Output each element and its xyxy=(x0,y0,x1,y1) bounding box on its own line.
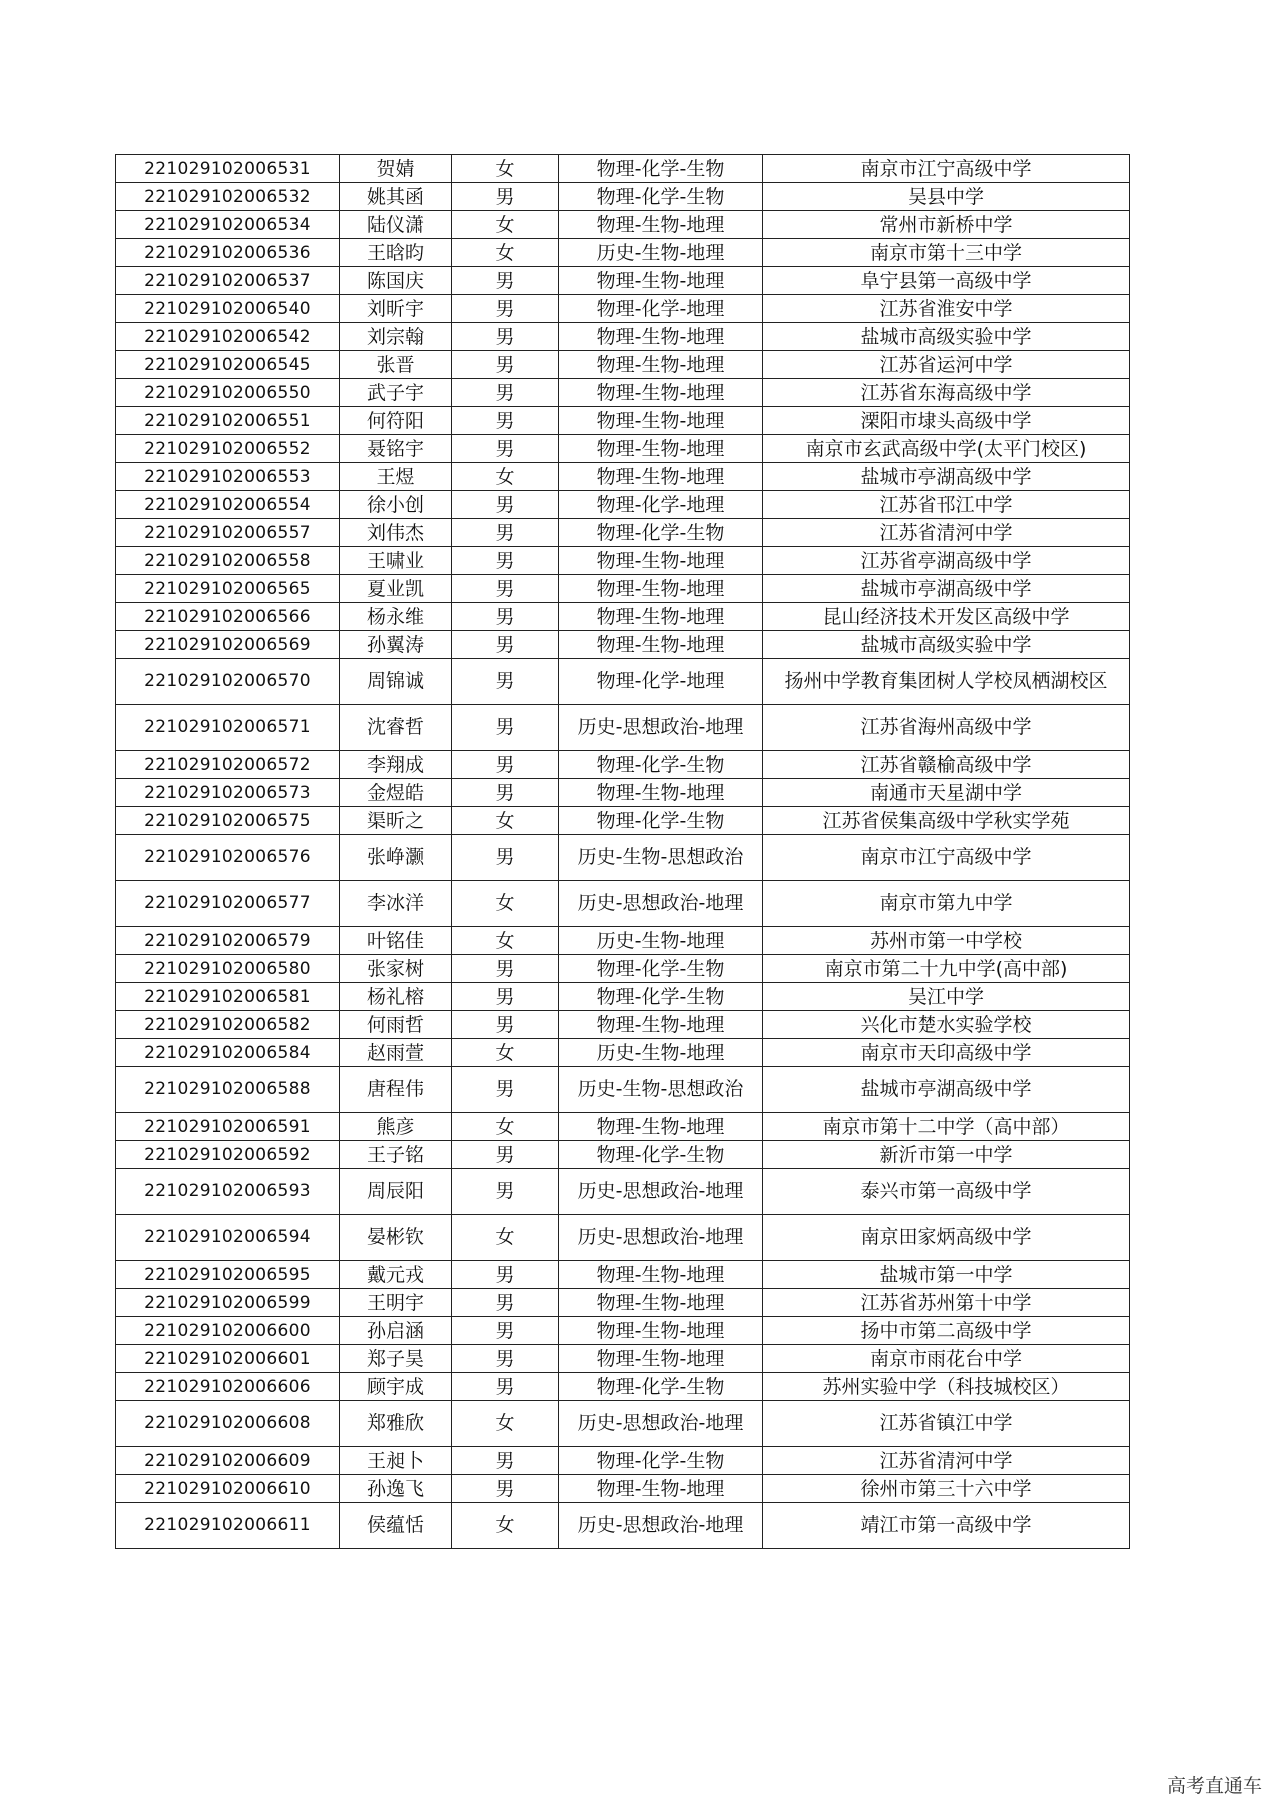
cell-subjects: 物理-生物-地理 xyxy=(559,1289,763,1317)
table-row xyxy=(116,379,1130,407)
cell-name: 晏彬钦 xyxy=(340,1215,452,1261)
cell-school: 江苏省侯集高级中学秋实学苑 xyxy=(763,807,1130,835)
cell-school: 江苏省清河中学 xyxy=(763,519,1130,547)
table-row xyxy=(116,155,1130,183)
cell-gender: 女 xyxy=(452,463,559,491)
cell-exam-id: 221029102006570 xyxy=(116,659,340,705)
cell-name: 熊彦 xyxy=(340,1113,452,1141)
table-row xyxy=(116,1447,1130,1475)
cell-name: 徐小创 xyxy=(340,491,452,519)
cell-school: 江苏省海州高级中学 xyxy=(763,705,1130,751)
cell-subjects: 物理-化学-生物 xyxy=(559,983,763,1011)
cell-subjects: 物理-生物-地理 xyxy=(559,351,763,379)
table-row xyxy=(116,659,1130,705)
cell-school: 盐城市高级实验中学 xyxy=(763,631,1130,659)
admission-roster-table xyxy=(115,154,1130,1549)
cell-school: 溧阳市埭头高级中学 xyxy=(763,407,1130,435)
cell-gender: 女 xyxy=(452,1401,559,1447)
cell-school: 南京市江宁高级中学 xyxy=(763,155,1130,183)
cell-subjects: 物理-生物-地理 xyxy=(559,631,763,659)
cell-gender: 男 xyxy=(452,1475,559,1503)
table-row xyxy=(116,407,1130,435)
cell-exam-id: 221029102006545 xyxy=(116,351,340,379)
table-row xyxy=(116,1317,1130,1345)
cell-school: 阜宁县第一高级中学 xyxy=(763,267,1130,295)
cell-exam-id: 221029102006532 xyxy=(116,183,340,211)
table-row xyxy=(116,955,1130,983)
table-row xyxy=(116,1113,1130,1141)
cell-exam-id: 221029102006591 xyxy=(116,1113,340,1141)
cell-name: 姚其函 xyxy=(340,183,452,211)
cell-gender: 男 xyxy=(452,1373,559,1401)
cell-name: 王晗昀 xyxy=(340,239,452,267)
table-row xyxy=(116,519,1130,547)
cell-exam-id: 221029102006537 xyxy=(116,267,340,295)
cell-name: 唐程伟 xyxy=(340,1067,452,1113)
cell-gender: 女 xyxy=(452,211,559,239)
table-row xyxy=(116,575,1130,603)
table-row xyxy=(116,1169,1130,1215)
cell-name: 周锦诚 xyxy=(340,659,452,705)
cell-name: 顾宇成 xyxy=(340,1373,452,1401)
cell-name: 杨礼榕 xyxy=(340,983,452,1011)
cell-school: 南京市第九中学 xyxy=(763,881,1130,927)
cell-subjects: 历史-思想政治-地理 xyxy=(559,1401,763,1447)
cell-school: 南京市天印高级中学 xyxy=(763,1039,1130,1067)
cell-school: 江苏省运河中学 xyxy=(763,351,1130,379)
table-row xyxy=(116,351,1130,379)
table-row xyxy=(116,1215,1130,1261)
cell-school: 盐城市亭湖高级中学 xyxy=(763,1067,1130,1113)
cell-subjects: 物理-化学-生物 xyxy=(559,1447,763,1475)
watermark: 高考直通车 xyxy=(1166,1775,1262,1797)
cell-exam-id: 221029102006553 xyxy=(116,463,340,491)
cell-subjects: 物理-生物-地理 xyxy=(559,435,763,463)
cell-exam-id: 221029102006588 xyxy=(116,1067,340,1113)
cell-school: 江苏省镇江中学 xyxy=(763,1401,1130,1447)
cell-subjects: 物理-生物-地理 xyxy=(559,779,763,807)
cell-subjects: 历史-生物-地理 xyxy=(559,239,763,267)
cell-exam-id: 221029102006551 xyxy=(116,407,340,435)
cell-exam-id: 221029102006580 xyxy=(116,955,340,983)
cell-exam-id: 221029102006534 xyxy=(116,211,340,239)
cell-name: 郑子昊 xyxy=(340,1345,452,1373)
cell-school: 江苏省邗江中学 xyxy=(763,491,1130,519)
cell-name: 李翔成 xyxy=(340,751,452,779)
cell-subjects: 物理-生物-地理 xyxy=(559,323,763,351)
cell-gender: 男 xyxy=(452,659,559,705)
cell-gender: 男 xyxy=(452,835,559,881)
table-row xyxy=(116,267,1130,295)
cell-school: 常州市新桥中学 xyxy=(763,211,1130,239)
cell-exam-id: 221029102006593 xyxy=(116,1169,340,1215)
cell-exam-id: 221029102006601 xyxy=(116,1345,340,1373)
cell-school: 盐城市亭湖高级中学 xyxy=(763,575,1130,603)
cell-gender: 男 xyxy=(452,435,559,463)
cell-school: 泰兴市第一高级中学 xyxy=(763,1169,1130,1215)
cell-name: 刘伟杰 xyxy=(340,519,452,547)
cell-gender: 男 xyxy=(452,955,559,983)
table-row xyxy=(116,1401,1130,1447)
cell-subjects: 历史-思想政治-地理 xyxy=(559,705,763,751)
cell-name: 王明宇 xyxy=(340,1289,452,1317)
cell-gender: 女 xyxy=(452,1039,559,1067)
cell-school: 盐城市亭湖高级中学 xyxy=(763,463,1130,491)
table-row xyxy=(116,807,1130,835)
table-row xyxy=(116,927,1130,955)
cell-school: 苏州市第一中学校 xyxy=(763,927,1130,955)
cell-subjects: 物理-生物-地理 xyxy=(559,463,763,491)
cell-school: 南京市雨花台中学 xyxy=(763,1345,1130,1373)
cell-school: 兴化市楚水实验学校 xyxy=(763,1011,1130,1039)
cell-gender: 男 xyxy=(452,1067,559,1113)
cell-name: 王昶卜 xyxy=(340,1447,452,1475)
cell-school: 南京市第二十九中学(高中部) xyxy=(763,955,1130,983)
cell-name: 孙翼涛 xyxy=(340,631,452,659)
table-row xyxy=(116,705,1130,751)
table-row xyxy=(116,1039,1130,1067)
table-row xyxy=(116,1503,1130,1549)
cell-name: 叶铭佳 xyxy=(340,927,452,955)
cell-name: 周辰阳 xyxy=(340,1169,452,1215)
cell-name: 孙逸飞 xyxy=(340,1475,452,1503)
cell-name: 陆仪潇 xyxy=(340,211,452,239)
cell-name: 郑雅欣 xyxy=(340,1401,452,1447)
cell-name: 张晋 xyxy=(340,351,452,379)
table-row xyxy=(116,1373,1130,1401)
cell-name: 侯蕴恬 xyxy=(340,1503,452,1549)
cell-exam-id: 221029102006531 xyxy=(116,155,340,183)
cell-gender: 男 xyxy=(452,705,559,751)
cell-school: 吴县中学 xyxy=(763,183,1130,211)
table-row xyxy=(116,835,1130,881)
cell-exam-id: 221029102006609 xyxy=(116,1447,340,1475)
cell-exam-id: 221029102006572 xyxy=(116,751,340,779)
cell-school: 江苏省苏州第十中学 xyxy=(763,1289,1130,1317)
cell-subjects: 物理-生物-地理 xyxy=(559,547,763,575)
cell-school: 扬中市第二高级中学 xyxy=(763,1317,1130,1345)
cell-name: 武子宇 xyxy=(340,379,452,407)
cell-gender: 男 xyxy=(452,295,559,323)
cell-exam-id: 221029102006573 xyxy=(116,779,340,807)
cell-school: 江苏省赣榆高级中学 xyxy=(763,751,1130,779)
cell-gender: 男 xyxy=(452,547,559,575)
cell-school: 南京市玄武高级中学(太平门校区) xyxy=(763,435,1130,463)
cell-gender: 男 xyxy=(452,631,559,659)
cell-school: 江苏省东海高级中学 xyxy=(763,379,1130,407)
cell-gender: 男 xyxy=(452,1141,559,1169)
cell-subjects: 物理-化学-生物 xyxy=(559,183,763,211)
cell-subjects: 物理-生物-地理 xyxy=(559,267,763,295)
cell-exam-id: 221029102006582 xyxy=(116,1011,340,1039)
cell-subjects: 物理-化学-生物 xyxy=(559,955,763,983)
cell-school: 南京田家炳高级中学 xyxy=(763,1215,1130,1261)
cell-name: 赵雨萱 xyxy=(340,1039,452,1067)
cell-subjects: 物理-化学-生物 xyxy=(559,751,763,779)
cell-name: 聂铭宇 xyxy=(340,435,452,463)
cell-name: 陈国庆 xyxy=(340,267,452,295)
cell-exam-id: 221029102006542 xyxy=(116,323,340,351)
cell-subjects: 物理-化学-生物 xyxy=(559,1141,763,1169)
cell-gender: 男 xyxy=(452,1289,559,1317)
cell-exam-id: 221029102006552 xyxy=(116,435,340,463)
cell-gender: 女 xyxy=(452,1215,559,1261)
cell-gender: 女 xyxy=(452,807,559,835)
cell-subjects: 物理-生物-地理 xyxy=(559,575,763,603)
table-row xyxy=(116,491,1130,519)
table-row xyxy=(116,239,1130,267)
table-row xyxy=(116,1067,1130,1113)
cell-exam-id: 221029102006571 xyxy=(116,705,340,751)
cell-subjects: 历史-生物-思想政治 xyxy=(559,835,763,881)
cell-subjects: 物理-化学-生物 xyxy=(559,1373,763,1401)
cell-name: 王子铭 xyxy=(340,1141,452,1169)
cell-gender: 男 xyxy=(452,379,559,407)
cell-name: 戴元戎 xyxy=(340,1261,452,1289)
cell-subjects: 物理-生物-地理 xyxy=(559,1317,763,1345)
cell-gender: 女 xyxy=(452,927,559,955)
cell-exam-id: 221029102006550 xyxy=(116,379,340,407)
cell-subjects: 物理-化学-生物 xyxy=(559,519,763,547)
cell-subjects: 历史-生物-思想政治 xyxy=(559,1067,763,1113)
cell-exam-id: 221029102006575 xyxy=(116,807,340,835)
cell-name: 渠昕之 xyxy=(340,807,452,835)
cell-exam-id: 221029102006608 xyxy=(116,1401,340,1447)
cell-gender: 男 xyxy=(452,603,559,631)
cell-gender: 男 xyxy=(452,751,559,779)
cell-gender: 男 xyxy=(452,983,559,1011)
cell-school: 盐城市高级实验中学 xyxy=(763,323,1130,351)
table-row xyxy=(116,211,1130,239)
cell-school: 扬州中学教育集团树人学校凤栖湖校区 xyxy=(763,659,1130,705)
cell-subjects: 物理-化学-地理 xyxy=(559,295,763,323)
cell-school: 靖江市第一高级中学 xyxy=(763,1503,1130,1549)
cell-exam-id: 221029102006606 xyxy=(116,1373,340,1401)
cell-school: 新沂市第一中学 xyxy=(763,1141,1130,1169)
cell-subjects: 物理-生物-地理 xyxy=(559,603,763,631)
cell-gender: 男 xyxy=(452,519,559,547)
cell-school: 江苏省清河中学 xyxy=(763,1447,1130,1475)
cell-gender: 男 xyxy=(452,1345,559,1373)
cell-name: 夏业凯 xyxy=(340,575,452,603)
cell-gender: 女 xyxy=(452,1503,559,1549)
table-row xyxy=(116,1289,1130,1317)
cell-subjects: 物理-生物-地理 xyxy=(559,1261,763,1289)
table-row xyxy=(116,1011,1130,1039)
cell-school: 昆山经济技术开发区高级中学 xyxy=(763,603,1130,631)
roster-body xyxy=(116,155,1130,1549)
table-row xyxy=(116,983,1130,1011)
cell-subjects: 物理-生物-地理 xyxy=(559,1475,763,1503)
cell-subjects: 历史-思想政治-地理 xyxy=(559,1503,763,1549)
cell-exam-id: 221029102006599 xyxy=(116,1289,340,1317)
cell-gender: 男 xyxy=(452,491,559,519)
cell-gender: 男 xyxy=(452,1169,559,1215)
table-row xyxy=(116,463,1130,491)
table-row xyxy=(116,1345,1130,1373)
cell-gender: 男 xyxy=(452,407,559,435)
cell-exam-id: 221029102006584 xyxy=(116,1039,340,1067)
table-row xyxy=(116,751,1130,779)
cell-subjects: 历史-生物-地理 xyxy=(559,1039,763,1067)
cell-school: 南通市天星湖中学 xyxy=(763,779,1130,807)
table-row xyxy=(116,631,1130,659)
cell-gender: 男 xyxy=(452,1317,559,1345)
cell-subjects: 物理-化学-地理 xyxy=(559,659,763,705)
table-row xyxy=(116,547,1130,575)
table-row xyxy=(116,295,1130,323)
cell-subjects: 物理-生物-地理 xyxy=(559,211,763,239)
cell-subjects: 历史-生物-地理 xyxy=(559,927,763,955)
cell-name: 何符阳 xyxy=(340,407,452,435)
cell-subjects: 物理-生物-地理 xyxy=(559,1345,763,1373)
cell-exam-id: 221029102006579 xyxy=(116,927,340,955)
cell-exam-id: 221029102006554 xyxy=(116,491,340,519)
cell-name: 张家树 xyxy=(340,955,452,983)
cell-school: 苏州实验中学（科技城校区） xyxy=(763,1373,1130,1401)
cell-name: 张峥灏 xyxy=(340,835,452,881)
table-row xyxy=(116,435,1130,463)
cell-exam-id: 221029102006557 xyxy=(116,519,340,547)
cell-name: 杨永维 xyxy=(340,603,452,631)
cell-gender: 男 xyxy=(452,575,559,603)
cell-school: 南京市第十二中学（高中部） xyxy=(763,1113,1130,1141)
cell-exam-id: 221029102006536 xyxy=(116,239,340,267)
cell-school: 盐城市第一中学 xyxy=(763,1261,1130,1289)
cell-exam-id: 221029102006592 xyxy=(116,1141,340,1169)
cell-gender: 女 xyxy=(452,1113,559,1141)
cell-name: 金煜皓 xyxy=(340,779,452,807)
cell-name: 刘昕宇 xyxy=(340,295,452,323)
cell-gender: 男 xyxy=(452,1447,559,1475)
cell-exam-id: 221029102006565 xyxy=(116,575,340,603)
cell-subjects: 物理-生物-地理 xyxy=(559,1113,763,1141)
table-row xyxy=(116,183,1130,211)
cell-gender: 男 xyxy=(452,267,559,295)
cell-subjects: 物理-生物-地理 xyxy=(559,407,763,435)
cell-exam-id: 221029102006577 xyxy=(116,881,340,927)
cell-name: 刘宗翰 xyxy=(340,323,452,351)
cell-school: 江苏省亭湖高级中学 xyxy=(763,547,1130,575)
cell-gender: 女 xyxy=(452,239,559,267)
cell-exam-id: 221029102006569 xyxy=(116,631,340,659)
table-row xyxy=(116,1475,1130,1503)
cell-exam-id: 221029102006595 xyxy=(116,1261,340,1289)
table-row xyxy=(116,779,1130,807)
cell-subjects: 物理-化学-地理 xyxy=(559,491,763,519)
cell-name: 贺婧 xyxy=(340,155,452,183)
cell-exam-id: 221029102006611 xyxy=(116,1503,340,1549)
cell-exam-id: 221029102006594 xyxy=(116,1215,340,1261)
cell-gender: 女 xyxy=(452,881,559,927)
cell-gender: 男 xyxy=(452,351,559,379)
cell-exam-id: 221029102006558 xyxy=(116,547,340,575)
cell-school: 南京市江宁高级中学 xyxy=(763,835,1130,881)
cell-exam-id: 221029102006566 xyxy=(116,603,340,631)
table-row xyxy=(116,881,1130,927)
cell-exam-id: 221029102006610 xyxy=(116,1475,340,1503)
table-row xyxy=(116,1141,1130,1169)
cell-gender: 男 xyxy=(452,1261,559,1289)
cell-exam-id: 221029102006540 xyxy=(116,295,340,323)
cell-name: 李冰洋 xyxy=(340,881,452,927)
cell-gender: 男 xyxy=(452,323,559,351)
cell-subjects: 物理-生物-地理 xyxy=(559,1011,763,1039)
cell-name: 孙启涵 xyxy=(340,1317,452,1345)
cell-subjects: 历史-思想政治-地理 xyxy=(559,881,763,927)
cell-subjects: 历史-思想政治-地理 xyxy=(559,1169,763,1215)
cell-exam-id: 221029102006600 xyxy=(116,1317,340,1345)
cell-subjects: 物理-生物-地理 xyxy=(559,379,763,407)
cell-name: 王啸业 xyxy=(340,547,452,575)
cell-name: 沈睿哲 xyxy=(340,705,452,751)
cell-school: 南京市第十三中学 xyxy=(763,239,1130,267)
cell-subjects: 历史-思想政治-地理 xyxy=(559,1215,763,1261)
cell-exam-id: 221029102006581 xyxy=(116,983,340,1011)
cell-school: 吴江中学 xyxy=(763,983,1130,1011)
cell-exam-id: 221029102006576 xyxy=(116,835,340,881)
table-row xyxy=(116,603,1130,631)
cell-gender: 男 xyxy=(452,779,559,807)
cell-school: 江苏省淮安中学 xyxy=(763,295,1130,323)
cell-subjects: 物理-化学-生物 xyxy=(559,155,763,183)
cell-school: 徐州市第三十六中学 xyxy=(763,1475,1130,1503)
cell-subjects: 物理-化学-生物 xyxy=(559,807,763,835)
table-row xyxy=(116,1261,1130,1289)
table-row xyxy=(116,323,1130,351)
cell-gender: 男 xyxy=(452,183,559,211)
cell-gender: 男 xyxy=(452,1011,559,1039)
cell-name: 何雨哲 xyxy=(340,1011,452,1039)
cell-gender: 女 xyxy=(452,155,559,183)
cell-name: 王煜 xyxy=(340,463,452,491)
